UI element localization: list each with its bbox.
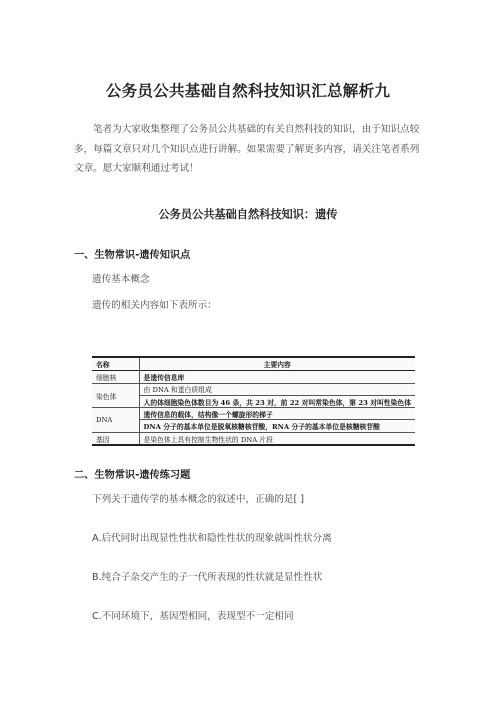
option-a: A.后代同时出现显性性状和隐性性状的现象就叫性状分离 — [92, 533, 332, 544]
table-row — [92, 370, 415, 383]
table-row — [92, 433, 415, 445]
table-header-content: 主要内容 — [139, 357, 415, 370]
table-cell-name: DNA — [92, 408, 139, 433]
table-cell-name: 基因 — [92, 433, 139, 445]
question-text: 下列关于遗传学的基本概念的叙述中，正确的是[ ] — [92, 494, 305, 505]
section1-paragraph-1: 遗传基本概念 — [92, 274, 150, 285]
section1-heading: 一、生物常识-遗传知识点 — [74, 250, 191, 261]
table-cell-content: DNA 分子的基本单位是脱氧核糖核苷酸，RNA 分子的基本单位是核糖核苷酸 — [139, 420, 415, 433]
table-cell-name: 染色体 — [92, 383, 139, 408]
table-row — [92, 420, 415, 433]
section2-heading: 二、生物常识-遗传练习题 — [74, 470, 191, 481]
table-row — [92, 383, 415, 395]
table-header-row — [92, 357, 415, 370]
table-cell-content: 人的体细胞染色体数目为 46 条，共 23 对，前 22 对叫常染色体，第 23 对叫性染色体 — [139, 395, 415, 408]
option-b: B.纯合子杂交产生的子一代所表现的性状就是显性性状 — [92, 572, 323, 583]
option-c: C.不同环境下，基因型相同，表现型不一定相同 — [92, 611, 294, 622]
table-cell-content: 遗传信息的载体，结构像一个螺旋形的梯子 — [139, 408, 415, 420]
table-cell-name: 细胞核 — [92, 370, 139, 383]
genetics-table-image — [92, 356, 415, 446]
section1-paragraph-2: 遗传的相关内容如下表所示： — [92, 300, 217, 311]
document-title: 公务员公共基础自然科技知识汇总解析九 — [105, 82, 391, 100]
table-row — [92, 395, 415, 408]
table-cell-content: 是染色体上具有控制生物性状的 DNA 片段 — [139, 433, 415, 445]
genetics-table — [92, 356, 415, 446]
intro-paragraph: 笔者为大家收集整理了公务员公共基础的有关自然科技的知识，由于知识点较多，每篇文章只对几个知识点进行讲解。如果需要了解更多内容，请关注笔者系列文章。愿大家顺利通过考试！ — [74, 124, 420, 174]
section-subtitle: 公务员公共基础自然科技知识：遗传 — [158, 208, 338, 221]
table-header-name: 名称 — [92, 357, 139, 370]
table-cell-content: 是遗传信息库 — [139, 370, 415, 383]
table-cell-content: 由 DNA 和蛋白质组成 — [139, 383, 415, 395]
table-row — [92, 408, 415, 420]
